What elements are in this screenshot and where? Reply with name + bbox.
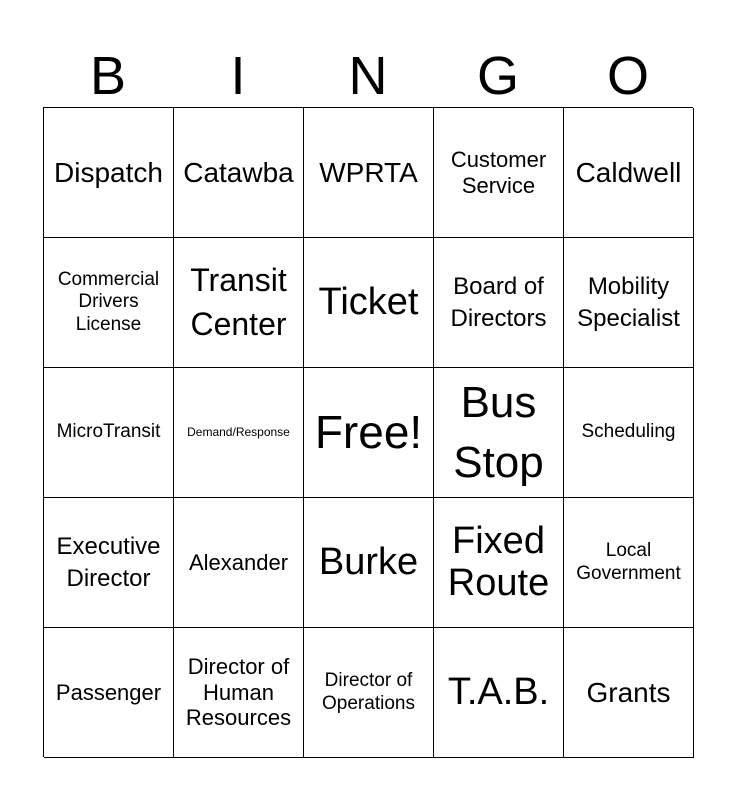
bingo-cell[interactable]: Mobility Specialist xyxy=(564,238,694,368)
bingo-cell[interactable]: Ticket xyxy=(304,238,434,368)
bingo-cell[interactable]: Fixed Route xyxy=(434,498,564,628)
bingo-cell[interactable]: Demand/Response xyxy=(174,368,304,498)
header-letter-i: I xyxy=(230,46,246,106)
bingo-cell[interactable]: WPRTA xyxy=(304,108,434,238)
bingo-header xyxy=(43,44,693,108)
free-space-cell[interactable]: Free! xyxy=(304,368,434,498)
bingo-cell[interactable]: Bus Stop xyxy=(434,368,564,498)
bingo-cell[interactable]: Local Government xyxy=(564,498,694,628)
bingo-cell[interactable]: Grants xyxy=(564,628,694,758)
bingo-cell[interactable]: Director of Human Resources xyxy=(174,628,304,758)
header-letter-o: O xyxy=(606,46,649,106)
bingo-cell[interactable]: Scheduling xyxy=(564,368,694,498)
header-letter-n: N xyxy=(348,46,388,106)
bingo-board xyxy=(43,107,693,757)
bingo-cell[interactable]: Commercial Drivers License xyxy=(44,238,174,368)
header-letter-g: G xyxy=(476,46,519,106)
bingo-cell[interactable]: Transit Center xyxy=(174,238,304,368)
header-letter-b: B xyxy=(89,46,127,106)
bingo-cell[interactable]: MicroTransit xyxy=(44,368,174,498)
bingo-cell[interactable]: Dispatch xyxy=(44,108,174,238)
bingo-cell[interactable]: Executive Director xyxy=(44,498,174,628)
bingo-cell[interactable]: Customer Service xyxy=(434,108,564,238)
bingo-cell[interactable]: Catawba xyxy=(174,108,304,238)
bingo-cell[interactable]: Caldwell xyxy=(564,108,694,238)
bingo-cell[interactable]: Passenger xyxy=(44,628,174,758)
bingo-cell[interactable]: T.A.B. xyxy=(434,628,564,758)
bingo-cell[interactable]: Director of Operations xyxy=(304,628,434,758)
bingo-cell[interactable]: Burke xyxy=(304,498,434,628)
bingo-cell[interactable]: Board of Directors xyxy=(434,238,564,368)
bingo-cell[interactable]: Alexander xyxy=(174,498,304,628)
